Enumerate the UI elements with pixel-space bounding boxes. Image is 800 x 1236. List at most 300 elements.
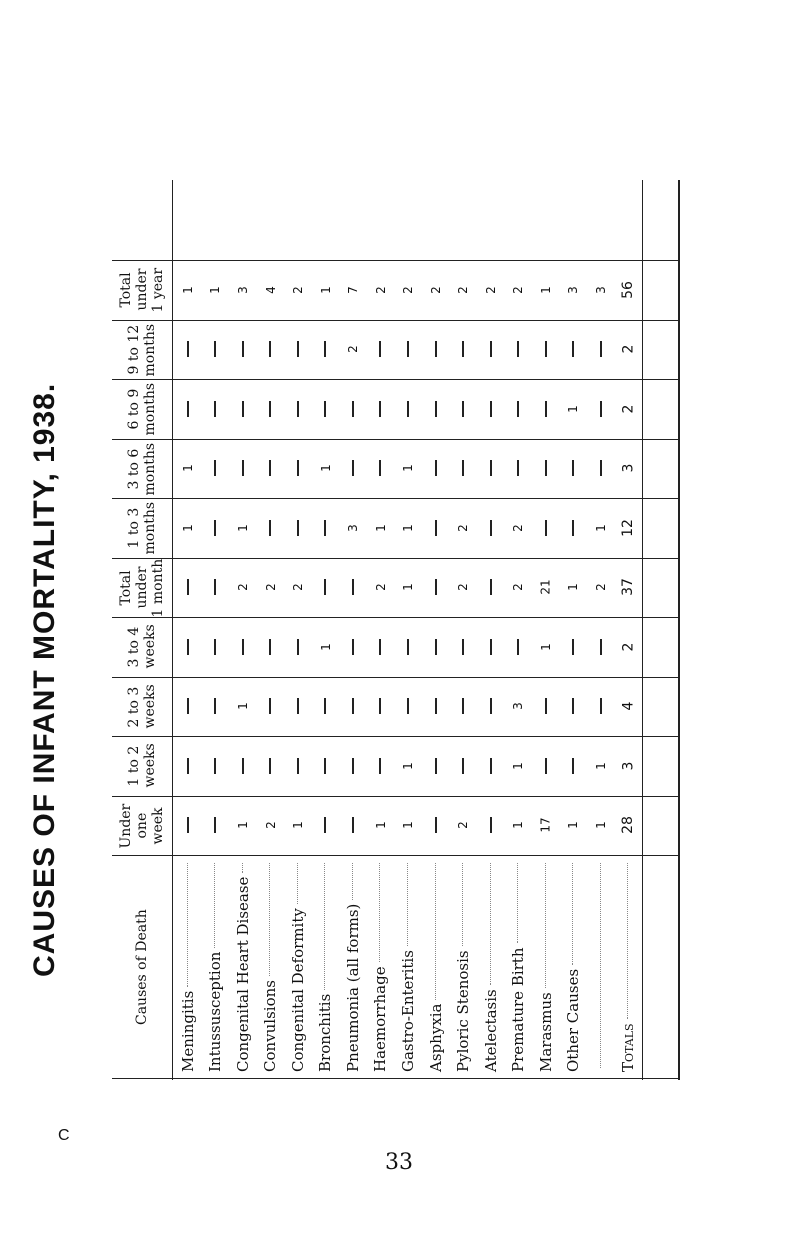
dash-mark	[490, 520, 492, 536]
value-cell	[315, 696, 335, 716]
value-cell	[233, 339, 253, 359]
value-number: 4	[263, 285, 278, 294]
value-number: 3	[345, 523, 360, 532]
dash-mark	[297, 520, 299, 536]
dash-mark	[269, 341, 271, 357]
dash-mark	[242, 460, 244, 476]
value-cell	[370, 637, 390, 657]
dash-mark	[242, 401, 244, 417]
dash-mark	[572, 698, 574, 714]
dash-mark	[379, 639, 381, 655]
value-number: 2	[290, 285, 305, 294]
value-number: 7	[345, 285, 360, 294]
dash-mark	[214, 520, 216, 536]
cause-text: Gastro-Enteritis	[399, 950, 417, 1072]
value-number: 2	[511, 583, 526, 592]
dot-leader	[435, 863, 436, 1000]
value-cell	[426, 458, 446, 478]
value-number: 1	[538, 642, 553, 651]
value-cell	[398, 280, 418, 300]
value-cell	[315, 339, 335, 359]
value-cell	[591, 577, 611, 597]
value-cell	[205, 399, 225, 419]
dash-mark	[600, 460, 602, 476]
value-number: 56	[620, 280, 637, 299]
value-number: 1	[318, 464, 333, 473]
column-header: Total under 1 year	[118, 267, 166, 313]
value-cell	[343, 518, 363, 538]
dash-mark	[462, 758, 464, 774]
value-cell	[233, 280, 253, 300]
value-cell	[563, 518, 583, 538]
dash-mark	[517, 460, 519, 476]
column-header: 2 to 3 weeks	[126, 684, 158, 729]
value-cell	[260, 399, 280, 419]
value-number: 1	[318, 285, 333, 294]
value-number: 1	[235, 702, 250, 711]
value-number: 2	[511, 285, 526, 294]
value-number: 2	[263, 821, 278, 830]
dash-mark	[324, 341, 326, 357]
total-cell	[618, 518, 638, 538]
value-cell	[233, 696, 253, 716]
value-cell	[178, 756, 198, 776]
total-cell	[618, 458, 638, 478]
dash-mark	[490, 639, 492, 655]
dash-mark	[379, 460, 381, 476]
dot-leader	[573, 863, 574, 965]
value-cell	[536, 399, 556, 419]
dash-mark	[214, 401, 216, 417]
value-cell	[453, 399, 473, 419]
value-cell	[481, 756, 501, 776]
dash-mark	[187, 639, 189, 655]
value-number: 1	[180, 285, 195, 294]
value-cell	[315, 399, 335, 419]
cause-label	[343, 863, 363, 1072]
value-cell	[591, 458, 611, 478]
value-cell	[481, 696, 501, 716]
column-separator-rule	[112, 617, 680, 618]
dash-mark	[435, 579, 437, 595]
value-cell	[563, 458, 583, 478]
value-cell	[205, 458, 225, 478]
value-cell	[563, 399, 583, 419]
value-number: 2	[593, 583, 608, 592]
value-cell	[260, 518, 280, 538]
dot-leader	[628, 863, 629, 1019]
value-cell	[536, 339, 556, 359]
column-separator-rule	[112, 260, 680, 261]
dash-mark	[462, 341, 464, 357]
column-header: 3 to 6 months	[126, 441, 158, 495]
cause-label	[178, 863, 198, 1072]
total-cell	[618, 399, 638, 419]
value-cell	[370, 518, 390, 538]
column-header: 3 to 4 weeks	[126, 624, 158, 669]
column-separator-rule	[112, 379, 680, 380]
value-cell	[398, 696, 418, 716]
dash-mark	[462, 401, 464, 417]
value-number: 3	[593, 285, 608, 294]
value-cell	[453, 280, 473, 300]
value-number: 12	[620, 518, 637, 537]
value-cell	[260, 577, 280, 597]
value-cell	[315, 756, 335, 776]
value-cell	[453, 577, 473, 597]
dot-leader	[297, 863, 298, 904]
value-cell	[426, 399, 446, 419]
dot-leader	[600, 863, 601, 1068]
value-cell	[315, 458, 335, 478]
column-header: 1 to 2 weeks	[126, 743, 158, 788]
value-cell	[481, 339, 501, 359]
value-cell	[508, 815, 528, 835]
value-number: 1	[180, 523, 195, 532]
value-cell	[260, 637, 280, 657]
signature-mark: C	[58, 1127, 70, 1144]
cause-label	[398, 863, 418, 1072]
cause-label	[370, 863, 390, 1072]
value-number: 2	[511, 523, 526, 532]
value-cell	[536, 696, 556, 716]
value-number: 37	[620, 578, 637, 597]
dot-leader	[380, 863, 381, 962]
value-number: 2	[456, 583, 471, 592]
value-cell	[205, 577, 225, 597]
column-header: 1 to 3 months	[126, 501, 158, 555]
value-number: 1	[290, 821, 305, 830]
cause-text: Congenital Deformity	[288, 908, 307, 1072]
value-cell	[398, 815, 418, 835]
dash-mark	[407, 698, 409, 714]
dash-mark	[462, 460, 464, 476]
value-number: 1	[400, 761, 415, 770]
value-number: 1	[400, 821, 415, 830]
cause-text: Intussusception	[206, 951, 225, 1072]
dash-mark	[214, 579, 216, 595]
dash-mark	[297, 460, 299, 476]
value-number: 4	[620, 701, 637, 711]
dash-mark	[545, 758, 547, 774]
totals-divider-rule	[642, 180, 643, 1080]
value-cell	[453, 696, 473, 716]
dash-mark	[490, 460, 492, 476]
value-cell	[233, 637, 253, 657]
value-cell	[315, 637, 335, 657]
value-cell	[591, 696, 611, 716]
dash-mark	[407, 341, 409, 357]
cause-label	[260, 863, 280, 1072]
cause-text: Haemorrhage	[371, 966, 390, 1072]
dash-mark	[435, 460, 437, 476]
value-number: 3	[620, 463, 637, 473]
dash-mark	[187, 341, 189, 357]
dash-mark	[297, 401, 299, 417]
page-number: 33	[385, 1150, 413, 1175]
total-cell	[618, 756, 638, 776]
value-number: 1	[566, 583, 581, 592]
dash-mark	[324, 579, 326, 595]
value-cell	[481, 637, 501, 657]
value-cell	[453, 637, 473, 657]
dot-leader	[270, 863, 271, 976]
value-cell	[370, 756, 390, 776]
value-cell	[205, 339, 225, 359]
dot-leader	[215, 863, 216, 948]
total-cell	[618, 577, 638, 597]
cause-label	[591, 863, 611, 1072]
right-border-rule	[678, 180, 680, 1080]
value-cell	[343, 756, 363, 776]
value-number: 2	[290, 583, 305, 592]
value-cell	[178, 577, 198, 597]
value-cell	[426, 696, 446, 716]
value-cell	[508, 518, 528, 538]
value-cell	[426, 577, 446, 597]
value-number: 1	[373, 523, 388, 532]
dash-mark	[297, 639, 299, 655]
total-cell	[618, 815, 638, 835]
dash-mark	[490, 758, 492, 774]
value-cell	[398, 637, 418, 657]
value-cell	[398, 756, 418, 776]
dash-mark	[187, 698, 189, 714]
value-cell	[260, 339, 280, 359]
total-cell	[618, 339, 638, 359]
value-cell	[343, 815, 363, 835]
value-number: 28	[620, 816, 637, 835]
dash-mark	[545, 460, 547, 476]
dash-mark	[324, 520, 326, 536]
value-cell	[178, 696, 198, 716]
dash-mark	[269, 401, 271, 417]
value-number: 2	[400, 285, 415, 294]
value-cell	[591, 815, 611, 835]
value-number: 1	[511, 761, 526, 770]
value-cell	[288, 339, 308, 359]
value-cell	[536, 637, 556, 657]
value-cell	[591, 339, 611, 359]
value-cell	[536, 518, 556, 538]
value-cell	[563, 696, 583, 716]
total-cell	[618, 280, 638, 300]
dash-mark	[297, 758, 299, 774]
value-cell	[370, 339, 390, 359]
value-cell	[481, 815, 501, 835]
dash-mark	[600, 698, 602, 714]
dash-mark	[545, 520, 547, 536]
column-header: 9 to 12 months	[126, 322, 158, 376]
column-header: 6 to 9 months	[126, 382, 158, 436]
dash-mark	[379, 341, 381, 357]
value-number: 1	[235, 821, 250, 830]
cause-label	[508, 863, 528, 1072]
value-cell	[343, 637, 363, 657]
dash-mark	[214, 460, 216, 476]
value-cell	[508, 637, 528, 657]
dot-leader	[325, 863, 326, 990]
cause-label	[536, 863, 556, 1072]
dash-mark	[214, 817, 216, 833]
dash-mark	[435, 401, 437, 417]
dash-mark	[490, 698, 492, 714]
dash-mark	[462, 639, 464, 655]
cause-text: Bronchitis	[316, 993, 335, 1072]
value-number: 2	[483, 285, 498, 294]
value-cell	[205, 756, 225, 776]
value-cell	[343, 577, 363, 597]
value-cell	[398, 577, 418, 597]
value-cell	[205, 518, 225, 538]
value-cell	[288, 756, 308, 776]
value-cell	[591, 756, 611, 776]
value-number: 2	[620, 642, 637, 652]
value-number: 2	[456, 285, 471, 294]
cause-label	[205, 863, 225, 1072]
column-separator-rule	[112, 498, 680, 499]
dash-mark	[242, 639, 244, 655]
value-cell	[260, 696, 280, 716]
column-separator-rule	[112, 736, 680, 737]
value-cell	[398, 458, 418, 478]
value-cell	[288, 399, 308, 419]
value-cell	[288, 577, 308, 597]
value-cell	[426, 280, 446, 300]
value-cell	[563, 280, 583, 300]
dash-mark	[214, 698, 216, 714]
value-cell	[343, 696, 363, 716]
value-cell	[260, 815, 280, 835]
value-number: 2	[345, 345, 360, 354]
cause-label	[288, 863, 308, 1072]
value-number: 1	[208, 285, 223, 294]
value-number: 2	[428, 285, 443, 294]
dash-mark	[379, 698, 381, 714]
value-number: 2	[263, 583, 278, 592]
dash-mark	[269, 639, 271, 655]
value-cell	[426, 815, 446, 835]
value-cell	[260, 756, 280, 776]
dash-mark	[269, 758, 271, 774]
value-cell	[178, 399, 198, 419]
cause-text: Marasmus	[536, 992, 555, 1072]
value-number: 1	[566, 404, 581, 413]
value-cell	[481, 577, 501, 597]
header-divider-rule	[172, 180, 173, 1080]
column-separator-rule	[112, 558, 680, 559]
value-number: 1	[566, 821, 581, 830]
value-number: 1	[400, 523, 415, 532]
value-number: 3	[620, 761, 637, 771]
value-cell	[398, 518, 418, 538]
dash-mark	[214, 639, 216, 655]
value-cell	[536, 577, 556, 597]
value-cell	[205, 696, 225, 716]
dot-leader	[545, 863, 546, 988]
value-cell	[370, 280, 390, 300]
dash-mark	[242, 341, 244, 357]
value-number: 3	[566, 285, 581, 294]
dash-mark	[517, 341, 519, 357]
value-cell	[178, 637, 198, 657]
value-number: 1	[235, 523, 250, 532]
dash-mark	[462, 698, 464, 714]
value-cell	[508, 399, 528, 419]
dash-mark	[517, 639, 519, 655]
value-cell	[233, 577, 253, 597]
value-number: 21	[538, 579, 553, 595]
page-title: CAUSES OF INFANT MORTALITY, 1938.	[28, 382, 61, 978]
value-cell	[536, 756, 556, 776]
cause-label	[426, 863, 446, 1072]
value-cell	[315, 815, 335, 835]
value-cell	[426, 637, 446, 657]
dash-mark	[242, 758, 244, 774]
cause-label	[481, 863, 501, 1072]
dash-mark	[352, 401, 354, 417]
dash-mark	[187, 401, 189, 417]
value-cell	[315, 518, 335, 538]
dash-mark	[600, 401, 602, 417]
cause-text: Pneumonia (all forms)	[343, 903, 362, 1072]
dash-mark	[545, 698, 547, 714]
dash-mark	[407, 639, 409, 655]
dot-leader	[408, 863, 409, 946]
value-cell	[508, 756, 528, 776]
causes-header: Causes of Death	[134, 909, 150, 1026]
value-cell	[508, 280, 528, 300]
value-cell	[481, 518, 501, 538]
value-number: 1	[538, 285, 553, 294]
value-cell	[178, 280, 198, 300]
value-number: 3	[511, 702, 526, 711]
dash-mark	[490, 341, 492, 357]
cause-text: Atelectasis	[481, 989, 500, 1072]
dash-mark	[517, 401, 519, 417]
cause-text: Meningitis	[178, 990, 197, 1072]
dash-mark	[490, 817, 492, 833]
value-cell	[508, 458, 528, 478]
dash-mark	[269, 520, 271, 536]
dash-mark	[435, 639, 437, 655]
dash-mark	[214, 341, 216, 357]
totals-label	[618, 863, 638, 1072]
cause-label	[453, 863, 473, 1072]
value-cell	[591, 518, 611, 538]
value-number: 2	[373, 285, 388, 294]
value-cell	[508, 577, 528, 597]
value-cell	[508, 339, 528, 359]
value-cell	[233, 815, 253, 835]
value-cell	[288, 815, 308, 835]
value-cell	[233, 399, 253, 419]
dash-mark	[572, 758, 574, 774]
value-cell	[453, 756, 473, 776]
dash-mark	[352, 579, 354, 595]
value-cell	[343, 280, 363, 300]
dash-mark	[435, 817, 437, 833]
value-cell	[205, 637, 225, 657]
value-cell	[591, 637, 611, 657]
column-separator-rule	[112, 677, 680, 678]
value-cell	[563, 577, 583, 597]
dash-mark	[352, 639, 354, 655]
dash-mark	[435, 698, 437, 714]
dash-mark	[435, 758, 437, 774]
cause-text: Pyloric Stenosis	[454, 950, 473, 1072]
cause-label	[563, 863, 583, 1072]
